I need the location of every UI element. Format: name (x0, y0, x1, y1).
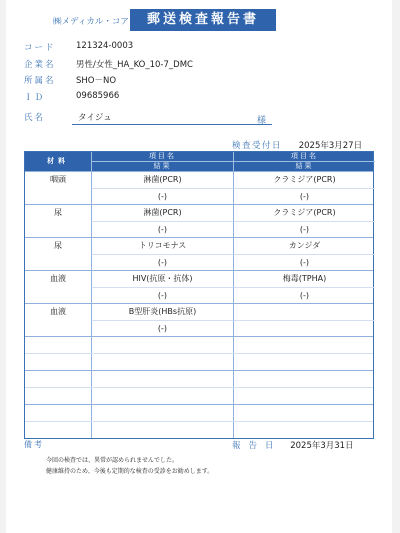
material-cell: 咽頭 (50, 175, 66, 184)
empty-row (25, 421, 373, 438)
result2-cell: (-) (233, 221, 375, 237)
material-cell: 尿 (54, 208, 62, 217)
name-label: 氏名 (24, 113, 46, 123)
report-page (6, 0, 392, 533)
company-value: 男性/女性_HA_KO_10-7_DMC (76, 60, 193, 70)
result1-cell: (-) (91, 188, 233, 204)
column1-header (91, 152, 233, 171)
company-name: ㈱メディカル・コア (53, 17, 129, 27)
dept-value: SHO－NO (76, 76, 117, 86)
material-cell: 血液 (50, 274, 66, 283)
table-row (25, 237, 373, 270)
company-label: 企業名 (24, 60, 56, 70)
remarks-label: 備考 (24, 440, 44, 449)
empty-row (25, 404, 373, 421)
item1-cell: HIV(抗原・抗体) (91, 271, 233, 287)
item2-cell: 梅毒(TPHA) (233, 271, 375, 287)
material-header: 材料 (47, 157, 69, 165)
item1-cell: 淋菌(PCR) (91, 205, 233, 221)
table-row (25, 204, 373, 237)
column2-result-header: 結果 (295, 161, 314, 170)
received-label: 検査受付日 (232, 141, 283, 151)
table-row (25, 270, 373, 303)
item1-cell: トリコモナス (91, 238, 233, 254)
result1-cell: (-) (91, 221, 233, 237)
item2-cell: クラミジア(PCR) (233, 172, 375, 188)
report-date: 2025年3月31日 (290, 441, 354, 451)
item1-cell: B型肝炎(HBs抗原) (91, 304, 233, 320)
column2-item-header: 項目名 (234, 152, 375, 162)
id-label: ＩＤ (24, 93, 46, 103)
remark-line-2: 健康維持のため、今後も定期的な検査の受診をお勧めします。 (46, 468, 214, 475)
material-cell: 尿 (54, 241, 62, 250)
result1-cell: (-) (91, 254, 233, 270)
received-date: 2025年3月27日 (298, 141, 363, 151)
result2-cell: (-) (233, 188, 375, 204)
item2-cell: クラミジア(PCR) (233, 205, 375, 221)
id-value: 09685966 (76, 91, 120, 101)
code-value: 121324-0003 (76, 41, 134, 51)
column1-item-header: 項目名 (92, 152, 233, 162)
table-row (25, 171, 373, 204)
column1-result-header: 結果 (153, 161, 172, 170)
code-label: コード (24, 43, 56, 53)
empty-row (25, 336, 373, 353)
table-row (25, 303, 373, 336)
empty-row (25, 353, 373, 370)
dept-label: 所属名 (24, 76, 56, 86)
result1-cell: (-) (91, 320, 233, 336)
item2-cell (233, 304, 375, 320)
result2-cell (233, 320, 375, 336)
material-cell: 血液 (50, 307, 66, 316)
results-table (24, 151, 374, 439)
empty-row (25, 387, 373, 404)
honorific: 様 (257, 116, 267, 126)
received-date-row (232, 139, 362, 151)
item2-cell: カンジダ (233, 238, 375, 254)
item1-cell: 淋菌(PCR) (91, 172, 233, 188)
result2-cell: (-) (233, 254, 375, 270)
remark-line-1: 今回の検査では、異常が認められませんでした。 (46, 457, 179, 464)
report-title: 郵送検査報告書 (130, 9, 276, 31)
report-label: 報告日 (232, 441, 282, 451)
result1-cell: (-) (91, 287, 233, 303)
name-value: タイジュ (78, 113, 112, 123)
result2-cell: (-) (233, 287, 375, 303)
table-header (25, 152, 373, 171)
column2-header (233, 152, 375, 171)
name-underline (72, 124, 272, 125)
report-date-row (232, 439, 354, 451)
empty-row (25, 370, 373, 387)
